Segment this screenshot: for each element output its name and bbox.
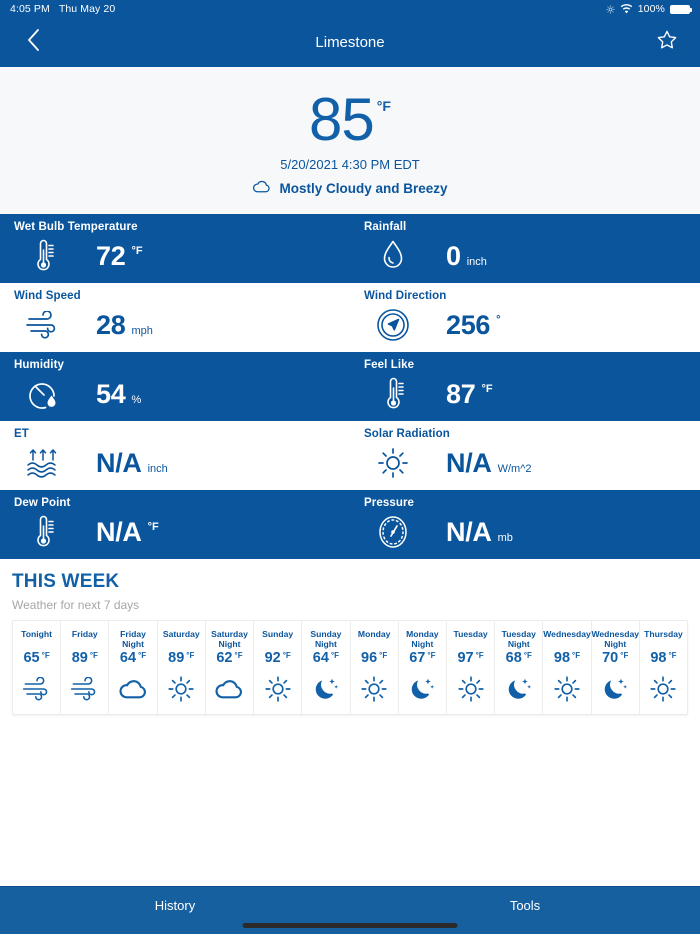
forecast-temperature: 89: [71, 650, 88, 666]
forecast-card[interactable]: [206, 621, 254, 714]
water-drop-icon: [364, 235, 422, 277]
battery-percent-label: 100%: [637, 3, 665, 15]
moon-icon: [408, 673, 436, 705]
forecast-day-label: Wednesday: [543, 629, 591, 639]
bottom-tab-bar: [0, 886, 700, 934]
metric-rainfall[interactable]: [350, 214, 700, 283]
forecast-day-label: Sunday: [262, 629, 294, 639]
forecast-card[interactable]: [592, 621, 640, 714]
forecast-temperature-block: [313, 650, 339, 666]
metric-solar-radiation[interactable]: [350, 421, 700, 490]
forecast-temperature-unit: °F: [234, 651, 243, 660]
metric-label: Wind Speed: [14, 290, 81, 302]
humidity-gauge-icon: [14, 373, 72, 415]
metric-wind-speed[interactable]: [0, 283, 350, 352]
metric-label: Wet Bulb Temperature: [14, 221, 138, 233]
metric-row: [0, 283, 700, 352]
metric-value: 28: [96, 309, 126, 340]
metric-value: N/A: [96, 516, 142, 547]
forecast-temperature-block: [409, 650, 435, 666]
forecast-temperature-unit: °F: [41, 651, 50, 660]
forecast-card[interactable]: [254, 621, 302, 714]
current-conditions-panel: [0, 67, 700, 214]
forecast-temperature-unit: °F: [186, 651, 195, 660]
forecast-day-label: Thursday: [644, 629, 683, 639]
forecast-temperature: 70: [602, 650, 619, 666]
forecast-card[interactable]: [447, 621, 495, 714]
sun-icon: [553, 673, 581, 705]
cloud-icon: [118, 673, 148, 705]
forecast-temperature-unit: °F: [620, 651, 629, 660]
this-week-subtitle: Weather for next 7 days: [12, 598, 140, 612]
metric-wind-direction[interactable]: [350, 283, 700, 352]
forecast-temperature-unit: °F: [138, 651, 147, 660]
wifi-icon: [620, 4, 633, 14]
current-temperature-block: [309, 86, 391, 153]
forecast-temperature: 64: [119, 650, 137, 666]
wind-icon: [70, 673, 100, 705]
metric-unit: °: [496, 313, 501, 326]
metric-value: 0: [446, 240, 461, 271]
metric-row: [0, 214, 700, 283]
metric-feel-like[interactable]: [350, 352, 700, 421]
forecast-temperature: 89: [168, 650, 185, 666]
forecast-temperature: 62: [216, 650, 233, 666]
moon-icon: [312, 673, 340, 705]
forecast-temperature-unit: °F: [330, 651, 340, 660]
forecast-temperature: 98: [650, 650, 667, 666]
wind-icon: [14, 304, 72, 346]
metric-pressure[interactable]: [350, 490, 700, 559]
forecast-day-label: Tuesday: [453, 629, 488, 639]
forecast-temperature: 64: [312, 650, 329, 666]
metric-unit: mph: [131, 324, 153, 337]
metric-value: N/A: [96, 447, 142, 478]
sun-icon: [167, 673, 195, 705]
forecast-day-label: Friday Night: [120, 629, 146, 649]
status-bar-right: [606, 3, 690, 15]
metric-value: 256: [446, 309, 491, 340]
star-outline-icon: [656, 29, 678, 56]
forecast-temperature: 65: [23, 650, 40, 666]
thermometer-icon: [14, 511, 72, 553]
forecast-card[interactable]: [543, 621, 591, 714]
metric-label: Solar Radiation: [364, 428, 450, 440]
forecast-card[interactable]: [495, 621, 543, 714]
status-bar: [0, 0, 700, 18]
metric-label: ET: [14, 428, 29, 440]
metric-unit: °F: [481, 382, 493, 395]
forecast-temperature: 92: [264, 650, 281, 666]
metric-value: 72: [96, 240, 126, 271]
current-temperature: 85: [309, 86, 374, 153]
metric-row: [0, 352, 700, 421]
forecast-temperature-block: [216, 650, 242, 666]
forecast-day-label: Monday Night: [406, 629, 439, 649]
sun-icon: [649, 673, 677, 705]
sun-icon: [457, 673, 485, 705]
this-week-title: THIS WEEK: [12, 571, 120, 592]
chevron-left-icon: [27, 29, 40, 56]
forecast-temperature: 96: [361, 650, 378, 666]
status-bar-left: [10, 3, 115, 15]
home-indicator: [243, 923, 458, 928]
metric-unit: W/m^2: [497, 462, 532, 475]
favorite-button[interactable]: [650, 26, 684, 60]
forecast-temperature-block: [168, 650, 194, 666]
forecast-card[interactable]: [640, 621, 687, 714]
moon-icon: [505, 673, 533, 705]
metric-value: 87: [446, 378, 476, 409]
forecast-temperature: 67: [409, 650, 426, 666]
wind-icon: [22, 673, 52, 705]
metric-unit: °F: [147, 520, 159, 533]
current-temperature-unit: °F: [376, 98, 391, 114]
metric-label: Wind Direction: [364, 290, 447, 302]
moon-icon: [601, 673, 629, 705]
forecast-card[interactable]: [158, 621, 206, 714]
metric-unit: inch: [147, 462, 168, 475]
back-button[interactable]: [16, 26, 50, 60]
this-week-section: [0, 559, 700, 715]
navigation-bar: [0, 18, 700, 67]
forecast-temperature-unit: °F: [668, 651, 677, 660]
sun-icon: [264, 673, 292, 705]
sun-icon: [364, 442, 422, 484]
metric-value: N/A: [446, 447, 492, 478]
forecast-temperature-block: [602, 650, 628, 666]
forecast-day-label: Monday: [357, 629, 391, 639]
metric-label: Dew Point: [14, 497, 71, 509]
metric-unit: °F: [131, 244, 143, 257]
forecast-card[interactable]: [351, 621, 399, 714]
forecast-day-label: Wednesday Night: [591, 629, 640, 649]
forecast-day-label: Tonight: [21, 629, 53, 639]
forecast-day-label: Tuesday Night: [501, 629, 536, 649]
metric-label: Feel Like: [364, 359, 415, 371]
forecast-temperature-unit: °F: [523, 651, 532, 660]
status-bar-date: Thu May 20: [58, 3, 116, 15]
metric-unit: mb: [497, 531, 513, 544]
forecast-temperature-unit: °F: [427, 651, 436, 660]
forecast-card[interactable]: [302, 621, 350, 714]
forecast-temperature-block: [72, 650, 98, 666]
forecast-temperature-block: [120, 650, 146, 666]
forecast-day-label: Saturday: [162, 629, 200, 639]
forecast-card[interactable]: [61, 621, 109, 714]
sun-icon: [360, 673, 388, 705]
forecast-temperature: 68: [505, 650, 522, 666]
thermometer-icon: [364, 373, 422, 415]
barometer-icon: [364, 511, 422, 553]
evapotranspiration-icon: [14, 442, 72, 484]
metric-humidity[interactable]: [0, 352, 350, 421]
forecast-temperature-unit: °F: [572, 651, 581, 660]
battery-icon: [670, 5, 690, 14]
metric-row: [0, 490, 700, 559]
page-title: Limestone: [315, 34, 385, 51]
metric-unit: %: [131, 393, 142, 406]
forecast-temperature: 98: [553, 650, 571, 666]
forecast-temperature: 97: [457, 650, 474, 666]
forecast-card[interactable]: [399, 621, 447, 714]
forecast-temperature-block: [361, 650, 387, 666]
current-condition: [252, 180, 447, 196]
forecast-temperature-unit: °F: [89, 651, 98, 660]
metric-dew-point[interactable]: [0, 490, 350, 559]
status-bar-time: 4:05 PM: [10, 3, 50, 15]
forecast-temperature-block: [554, 650, 580, 666]
forecast-day-label: Saturday Night: [211, 629, 248, 649]
metric-et[interactable]: [0, 421, 350, 490]
metrics-grid: [0, 214, 700, 559]
forecast-temperature-unit: °F: [282, 651, 291, 660]
metric-label: Pressure: [364, 497, 415, 509]
forecast-temperature-block: [457, 650, 483, 666]
cloud-icon: [214, 673, 244, 705]
metric-wet-bulb-temperature[interactable]: [0, 214, 350, 283]
forecast-temperature-unit: °F: [379, 651, 388, 660]
metric-value: 54: [96, 378, 126, 409]
metric-label: Rainfall: [364, 221, 407, 233]
metric-row: [0, 421, 700, 490]
forecast-temperature-block: [506, 650, 532, 666]
forecast-day-label: Friday: [71, 629, 98, 639]
forecast-temperature-unit: °F: [475, 651, 484, 660]
forecast-card[interactable]: [109, 621, 157, 714]
tab-history[interactable]: History: [154, 898, 196, 913]
metric-unit: inch: [466, 255, 487, 268]
metric-value: N/A: [446, 516, 492, 547]
cloud-icon: [252, 180, 271, 196]
metric-label: Humidity: [14, 359, 64, 371]
observation-timestamp: 5/20/2021 4:30 PM EDT: [280, 157, 420, 172]
forecast-temperature-block: [23, 650, 49, 666]
current-condition-label: Mostly Cloudy and Breezy: [279, 180, 448, 196]
forecast-temperature-block: [265, 650, 291, 666]
brightness-icon: [606, 5, 615, 14]
thermometer-icon: [14, 235, 72, 277]
tab-tools[interactable]: Tools: [509, 898, 541, 913]
forecast-card-list: [12, 620, 688, 715]
compass-icon: [364, 304, 422, 346]
forecast-card[interactable]: [13, 621, 61, 714]
forecast-temperature-block: [650, 650, 676, 666]
forecast-day-label: Sunday Night: [310, 629, 342, 649]
